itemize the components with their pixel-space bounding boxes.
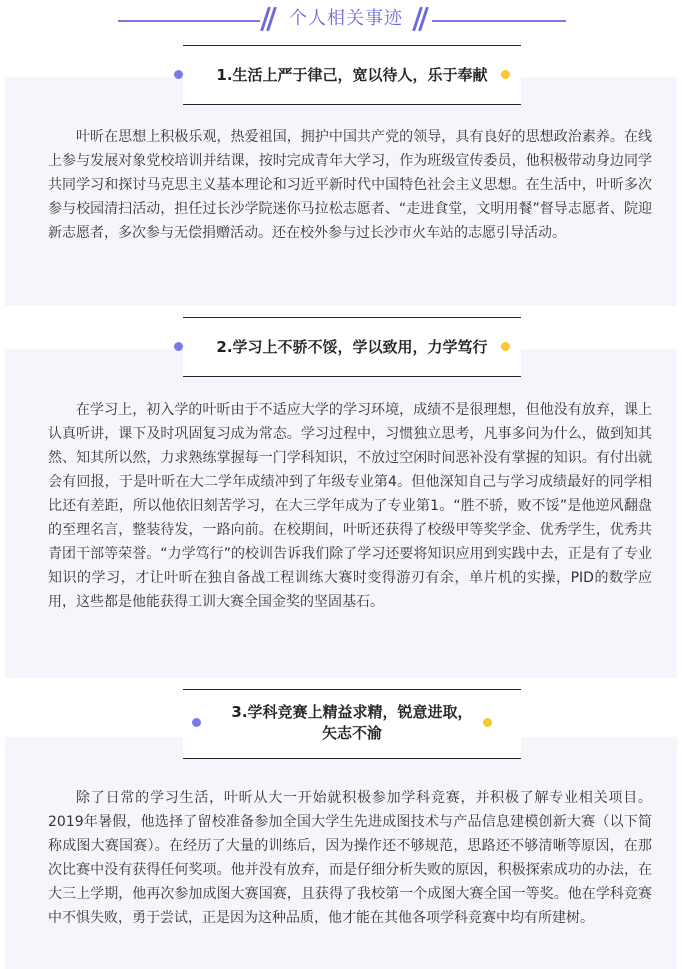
section-heading-text: 2.学习上不骄不馁，学以致用，力学笃行 [216,338,488,356]
header-divider-left [118,20,260,22]
page-title: 个人相关事迹 [289,8,403,29]
yellow-dot-icon [501,342,510,351]
page-header [0,0,682,40]
section-body-text: 除了日常的学习生活，叶昕从大一开始就积极参加学科竞赛，并积极了解专业相关项目。2019年暑假，他选择了留校准备参加全国大学生先进成图技术与产品信息建模创新大赛（以下简称成图大赛国赛）。在经历了大量的训练后，因为操作还不够规范，思路还不够清晰等原因，在那次比赛中没有获得任何奖项。他并没有放弃，而是仔细分析失败的原因，积极探索成功的办法，在大三上学期，他再次参加成图大赛国赛，且获得了我校第一个成图大赛全国一等奖。他在学科竞赛中不惧失败，勇于尝试，正是因为这种品质，他才能在其他各项学科竞赛中均有所建树。 [48,790,652,926]
yellow-dot-icon [483,718,492,727]
section-heading [183,689,521,759]
purple-dot-icon [174,70,183,79]
section-heading-text: 1.生活上严于律己，宽以待人，乐于奉献 [216,66,488,84]
section-heading [183,45,521,105]
section-body-text: 叶昕在思想上积极乐观，热爱祖国，拥护中国共产党的领导，具有良好的思想政治素养。在线上参与发展对象党校培训并结课，按时完成青年大学习，作为班级宣传委员，他积极带动身边同学共同学习和探讨马克思主义基本理论和习近平新时代中国特色社会主义思想。在生活中，叶昕多次参与校园清扫活动，担任过长沙学院迷你马拉松志愿者、“走进食堂，文明用餐”督导志愿者、院迎新志愿者，多次参与无偿捐赠活动。还在校外参与过长沙市火车站的志愿引导活动。 [48,129,652,241]
section-heading-line: 3.学科竞赛上精益求精，锐意进取， [231,703,473,721]
section-heading [183,317,521,377]
purple-dot-icon [174,342,183,351]
section-heading-line: 矢志不渝 [321,724,382,742]
section-body-text: 在学习上，初入学的叶昕由于不适应大学的学习环境，成绩不是很理想，但他没有放弃，课上认真听讲，课下及时巩固复习成为常态。学习过程中，习惯独立思考，凡事多问为什么，做到知其然、知其所以然，力求熟练掌握每一门学科知识，不放过空闲时间恶补没有掌握的知识。有付出就会有回报，于是叶昕在大二学年成绩冲到了年级专业第4。但他深知自己与学习成绩最好的同学相比还有差距，所以他依旧刻苦学习，在大三学年成为了专业第1。“胜不骄，败不馁”是他逆风翻盘的至理名言，整装待发，一路向前。在校期间，叶昕还获得了校级甲等奖学金、优秀学生，优秀共青团干部等荣誉。“力学笃行”的校训告诉我们除了学习还要将知识应用到实践中去，正是有了专业知识的学习，才让叶昕在独自备战工程训练大赛时变得游刃有余，单片机的实操，PID的数学应用，这些都是他能获得工训大赛全国金奖的坚固基石。 [48,402,652,610]
yellow-dot-icon [501,70,510,79]
section-heading-text [183,702,521,744]
header-divider-right [432,20,566,22]
